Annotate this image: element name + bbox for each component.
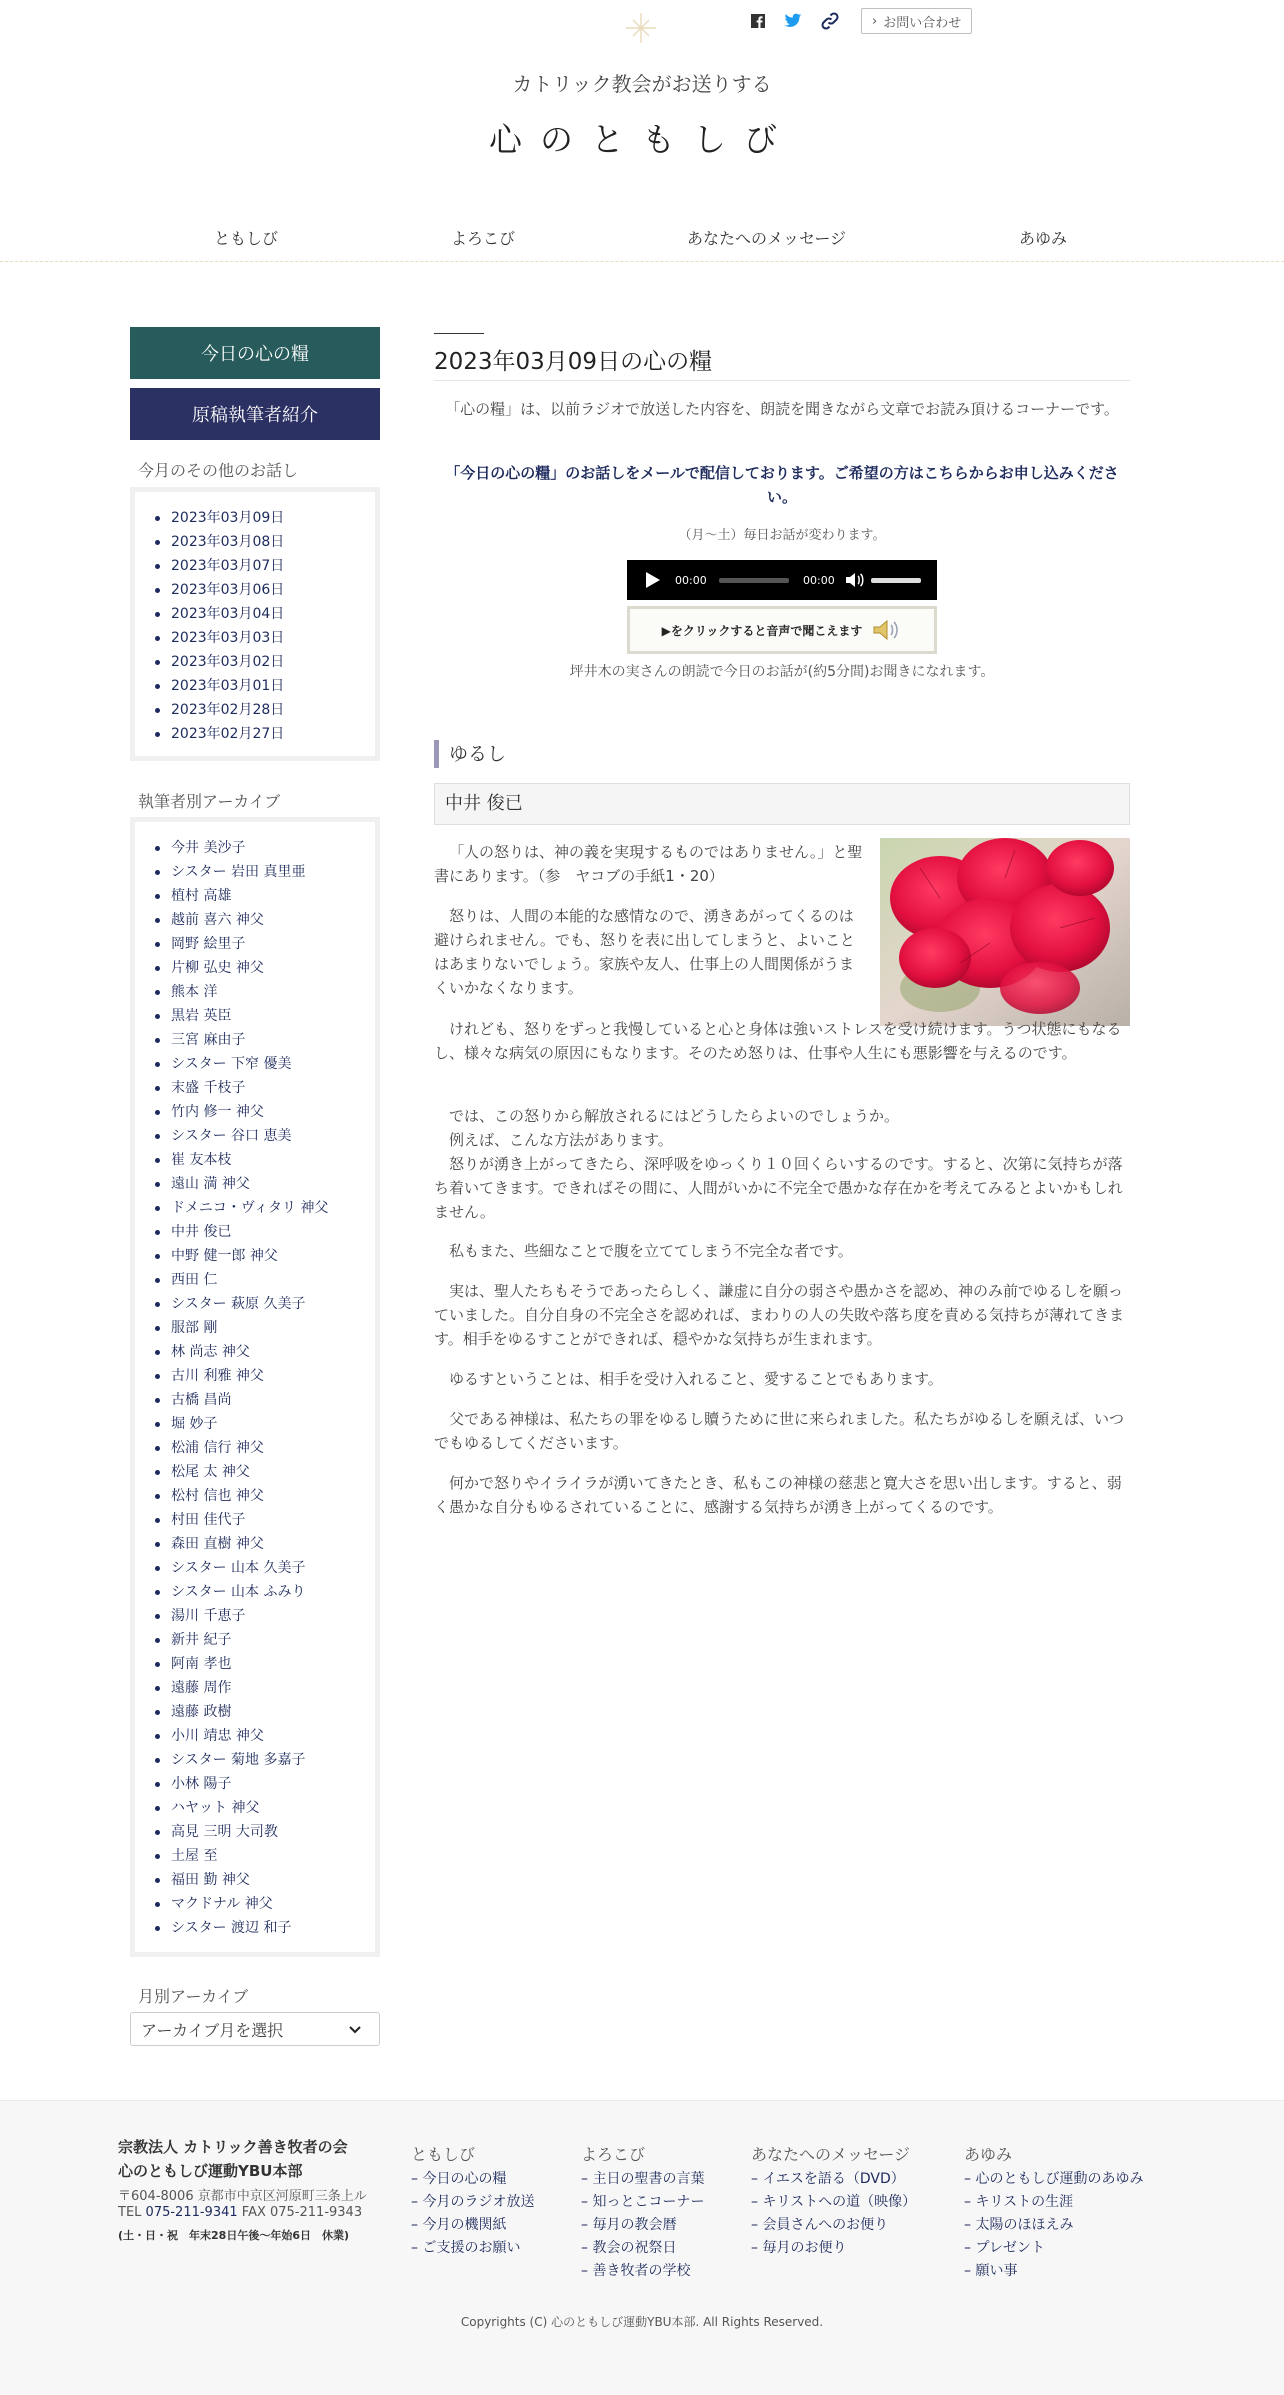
author-archive-link[interactable]: シスター 山本 ふみり (135, 1580, 375, 1604)
story-date-link[interactable]: 2023年03月08日 (135, 530, 375, 554)
author-archive-link[interactable]: 松村 信也 神父 (135, 1484, 375, 1508)
footer-column-heading[interactable]: あゆみ (964, 2145, 1013, 2164)
intro-text: 「心の糧」は、以前ラジオで放送した内容を、朗読を聞きながら文章でお読み頂けるコーナーです。 (445, 400, 1119, 418)
link-icon[interactable] (820, 10, 840, 32)
play-icon[interactable] (645, 571, 661, 589)
author-archive-link[interactable]: 林 尚志 神父 (135, 1340, 375, 1364)
footer-link[interactable]: – 毎月の教会暦 (581, 2214, 676, 2234)
author-archive-link[interactable]: 古川 利雅 神父 (135, 1364, 375, 1388)
author-archive-link[interactable]: 森田 直樹 神父 (135, 1532, 375, 1556)
author-archive-link[interactable]: 越前 喜六 神父 (135, 908, 375, 932)
author-archive-link[interactable]: 松尾 太 神父 (135, 1460, 375, 1484)
mail-subscribe-link[interactable]: 「今日の心の糧」のお話しをメールで配信しております。ご希望の方はこちらからお申し込みください。 (445, 464, 1119, 506)
today-kokoro-button[interactable]: 今日の心の糧 (130, 327, 380, 379)
geranium-flower-image (880, 838, 1130, 1026)
story-paragraph: 私もまた、些細なことで腹を立ててしまう不完全な者です。 (449, 1242, 853, 1260)
author-archive-link[interactable]: 福田 勤 神父 (135, 1868, 375, 1892)
speaker-icon (872, 619, 902, 641)
footer-link[interactable]: – 今月のラジオ放送 (411, 2191, 534, 2211)
audio-instruction-text: ▶をクリックすると音声で聞こえます (661, 623, 863, 638)
nav-item-yorokobi[interactable]: よろこび (451, 229, 516, 248)
footer-tel-link[interactable]: 075-211-9341 (145, 2205, 238, 2220)
footer-link[interactable]: – 今日の心の糧 (411, 2168, 506, 2188)
chevron-right-icon: › (872, 13, 878, 29)
story-paragraph: では、この怒りから解放されるにはどうしたらよいのでしょうか。 (449, 1107, 900, 1125)
story-paragraph: 怒りが湧き上がってきたら、深呼吸をゆっくり１０回くらいするのです。すると、次第に気持ちが落ち着いてきます。できればその間に、人間がいかに不完全で愚かな存在かを考えてみるとよいかもしれません。 (434, 1155, 1123, 1221)
reader-note: 坪井木の実さんの朗読で今日のお話が(約5分間)お聞きになれます。 (569, 664, 995, 680)
author-archive-link[interactable]: シスター 下窄 優美 (135, 1052, 375, 1076)
author-archive-link[interactable]: 服部 剛 (135, 1316, 375, 1340)
story-date-link[interactable]: 2023年03月04日 (135, 602, 375, 626)
story-paragraph: 例えば、こんな方法があります。 (449, 1131, 673, 1149)
footer-link[interactable]: – 会員さんへのお便り (751, 2214, 888, 2234)
author-archive-link[interactable]: 古橋 昌尚 (135, 1388, 375, 1412)
story-paragraph: 怒りは、人間の本能的な感情なので、湧きあがってくるのは避けられません。でも、怒りを表に出してしまうと、よいことはあまりないでしょう。家族や友人、仕事上の人間関係がうまくいかなくなります。 (434, 907, 855, 997)
author-archive-link[interactable]: シスター 渡辺 和子 (135, 1916, 375, 1940)
nav-item-ayumi[interactable]: あゆみ (1019, 229, 1068, 248)
author-archive-link[interactable]: 末盛 千枝子 (135, 1076, 375, 1100)
author-archive-link[interactable]: 中井 俊已 (135, 1220, 375, 1244)
copyright: Copyrights (C) 心のともしび運動YBU本部. All Rights Reserved. (460, 2315, 824, 2329)
author-archive-link[interactable]: 竹内 修一 神父 (135, 1100, 375, 1124)
author-archive-link[interactable]: 小林 陽子 (135, 1772, 375, 1796)
audio-player (627, 560, 937, 600)
footer-link[interactable]: – キリストへの道（映像） (751, 2191, 916, 2211)
page-title: 2023年03月09日の心の糧 (434, 349, 713, 375)
story-paragraph: 父である神様は、私たちの罪をゆるし贖うために世に来られました。私たちがゆるしを願えば、いつでもゆるしてくださいます。 (434, 1410, 1125, 1452)
volume-icon[interactable] (845, 571, 865, 589)
story-date-link[interactable]: 2023年03月06日 (135, 578, 375, 602)
story-paragraph: 実は、聖人たちもそうであったらしく、謙虚に自分の弱さや愚かさを認め、神のみ前でゆるしを願っていました。自分自身の不完全さを認めれば、まわりの人の失敗や落ち度を責める気持ちが薄れてきます。相手をゆるすことができれば、穏やかな気持ちが生まれます。 (434, 1282, 1125, 1348)
footer-fax: FAX 075-211-9343 (241, 2205, 363, 2220)
footer-link[interactable]: – ご支援のお願い (411, 2237, 520, 2257)
footer-org-movement: 心のともしび運動YBU本部 (118, 2162, 303, 2180)
authors-intro-button[interactable]: 原稿執筆者紹介 (130, 388, 380, 440)
author-archive-link[interactable]: 松浦 信行 神父 (135, 1436, 375, 1460)
footer-column-heading[interactable]: ともしび (411, 2145, 476, 2164)
footer-link[interactable]: – 主日の聖書の言葉 (581, 2168, 704, 2188)
story-date-link[interactable]: 2023年03月03日 (135, 626, 375, 650)
author-archive-link[interactable]: シスター 山本 久美子 (135, 1556, 375, 1580)
month-archive-select[interactable] (130, 2012, 380, 2046)
author-archive-link[interactable]: シスター 菊地 多嘉子 (135, 1748, 375, 1772)
chevron-down-icon (347, 2021, 363, 2037)
volume-slider[interactable] (871, 578, 921, 583)
story-paragraph: 「人の怒りは、神の義を実現するものではありません。」と聖書にあります。（参 ヤコブの手紙1・20） (434, 843, 863, 885)
story-date-link[interactable]: 2023年02月27日 (135, 722, 375, 746)
footer-tel-label: TEL (118, 2205, 142, 2220)
author-archive-link[interactable]: 村田 佳代子 (135, 1508, 375, 1532)
audio-seek-bar[interactable] (719, 578, 789, 583)
audio-total-time: 00:00 (803, 574, 835, 587)
other-stories-list (135, 506, 375, 746)
facebook-icon[interactable] (750, 10, 766, 32)
author-archive-link[interactable]: シスター 谷口 恵美 (135, 1124, 375, 1148)
title-accent-rule (434, 333, 484, 334)
footer-link[interactable]: – 願い事 (964, 2260, 1017, 2280)
footer-link[interactable]: – イエスを語る（DVD） (751, 2168, 905, 2188)
footer-link[interactable]: – 今月の機関紙 (411, 2214, 506, 2234)
story-date-link[interactable]: 2023年03月07日 (135, 554, 375, 578)
month-archive-heading: 月別アーカイブ (138, 1987, 249, 2006)
author-archive-link[interactable]: 新井 紀子 (135, 1628, 375, 1652)
author-archive-link[interactable]: 小川 靖忠 神父 (135, 1724, 375, 1748)
author-archive-link[interactable]: 遠藤 周作 (135, 1676, 375, 1700)
author-archive-box (130, 817, 380, 1957)
footer-org-name: 宗教法人 カトリック善き牧者の会 (118, 2138, 348, 2156)
twitter-icon[interactable] (784, 10, 802, 32)
contact-label: お問い合わせ (883, 15, 962, 31)
footer-link[interactable]: – 善き牧者の学校 (581, 2260, 690, 2280)
nav-item-message[interactable]: あなたへのメッセージ (687, 229, 847, 248)
month-select-value: アーカイブ月を選択 (141, 2020, 284, 2040)
author-archive-link[interactable]: 今井 美沙子 (135, 836, 375, 860)
author-archive-link[interactable]: 崔 友本枝 (135, 1148, 375, 1172)
story-date-link[interactable]: 2023年03月01日 (135, 674, 375, 698)
footer-phone (118, 2205, 362, 2220)
footer-link[interactable]: – 心のともしび運動のあゆみ (964, 2168, 1143, 2188)
author-archive-link[interactable]: マクドナル 神父 (135, 1892, 375, 1916)
footer-link[interactable]: – 毎月のお便り (751, 2237, 846, 2257)
site-tagline: カトリック教会がお送りする (512, 72, 772, 96)
contact-button[interactable] (861, 8, 972, 34)
author-archive-link[interactable]: 熊本 洋 (135, 980, 375, 1004)
author-archive-link[interactable]: 阿南 孝也 (135, 1652, 375, 1676)
story-title: ゆるし (434, 740, 506, 768)
story-paragraph: けれども、怒りをずっと我慢していると心と身体は強いストレスを受け続けます。うつ状態にもなるし、様々な病気の原因にもなります。そのため怒りは、仕事や人生にも悪影響を与えるのです。 (434, 1020, 1122, 1062)
author-archive-link[interactable]: 土屋 至 (135, 1844, 375, 1868)
author-archive-link[interactable]: ハヤット 神父 (135, 1796, 375, 1820)
star-logo-icon (625, 12, 657, 44)
site-header (0, 0, 1284, 270)
footer-link[interactable]: – 知っとこコーナー (581, 2191, 704, 2211)
author-archive-link[interactable]: 植村 高雄 (135, 884, 375, 908)
footer-link[interactable]: – 太陽のほほえみ (964, 2214, 1073, 2234)
audio-current-time: 00:00 (675, 574, 707, 587)
title-divider (434, 380, 1130, 381)
author-archive-link[interactable]: 中野 健一郎 神父 (135, 1244, 375, 1268)
author-archive-link[interactable]: ドメニコ・ヴィタリ 神父 (135, 1196, 375, 1220)
story-paragraph: ゆるすということは、相手を受け入れること、愛することでもあります。 (449, 1370, 943, 1388)
author-archive-list (135, 836, 375, 1940)
footer-link[interactable]: – 教会の祝祭日 (581, 2237, 676, 2257)
story-date-link[interactable]: 2023年03月09日 (135, 506, 375, 530)
story-paragraph: 何かで怒りやイライラが湧いてきたとき、私もこの神様の慈悲と寛大さを思い出します。すると、弱く愚かな自分もゆるされていることに、感謝する気持ちが湧き上がってくるのです。 (434, 1474, 1122, 1516)
story-author[interactable]: 中井 俊已 (434, 783, 1130, 825)
other-stories-box (130, 487, 380, 761)
author-archive-link[interactable]: シスター 萩原 久美子 (135, 1292, 375, 1316)
daily-note: （月～土）毎日お話が変わります。 (678, 528, 886, 543)
author-archive-link[interactable]: 西田 仁 (135, 1268, 375, 1292)
author-archive-link[interactable]: 遠山 満 神父 (135, 1172, 375, 1196)
author-archive-link[interactable]: 湯川 千恵子 (135, 1604, 375, 1628)
author-archive-heading: 執筆者別アーカイブ (138, 792, 281, 811)
author-archive-link[interactable]: 黒岩 英臣 (135, 1004, 375, 1028)
nav-item-tomoshibi[interactable]: ともしび (214, 229, 279, 248)
nav-divider (0, 261, 1284, 262)
other-stories-heading: 今月のその他のお話し (138, 461, 299, 480)
footer-column-heading[interactable]: よろこび (581, 2145, 646, 2164)
footer-link[interactable]: – プレゼント (964, 2237, 1045, 2257)
footer-holidays: (土・日・祝 年末28日午後〜年始6日 休業) (118, 2229, 350, 2242)
footer-address: 〒604-8006 京都市中京区河原町三条上ル (118, 2189, 367, 2204)
author-archive-link[interactable]: シスター 岩田 真里亜 (135, 860, 375, 884)
footer-column-heading[interactable]: あなたへのメッセージ (751, 2145, 911, 2164)
author-archive-link[interactable]: 遠藤 政樹 (135, 1700, 375, 1724)
audio-instruction-banner (627, 606, 937, 654)
story-date-link[interactable]: 2023年03月02日 (135, 650, 375, 674)
author-archive-link[interactable]: 高見 三明 大司教 (135, 1820, 375, 1844)
author-archive-link[interactable]: 堀 妙子 (135, 1412, 375, 1436)
site-title[interactable]: 心のともしび (489, 120, 795, 159)
footer-link[interactable]: – キリストの生涯 (964, 2191, 1073, 2211)
author-archive-link[interactable]: 岡野 絵里子 (135, 932, 375, 956)
story-date-link[interactable]: 2023年02月28日 (135, 698, 375, 722)
author-archive-link[interactable]: 片柳 弘史 神父 (135, 956, 375, 980)
author-archive-link[interactable]: 三宮 麻由子 (135, 1028, 375, 1052)
